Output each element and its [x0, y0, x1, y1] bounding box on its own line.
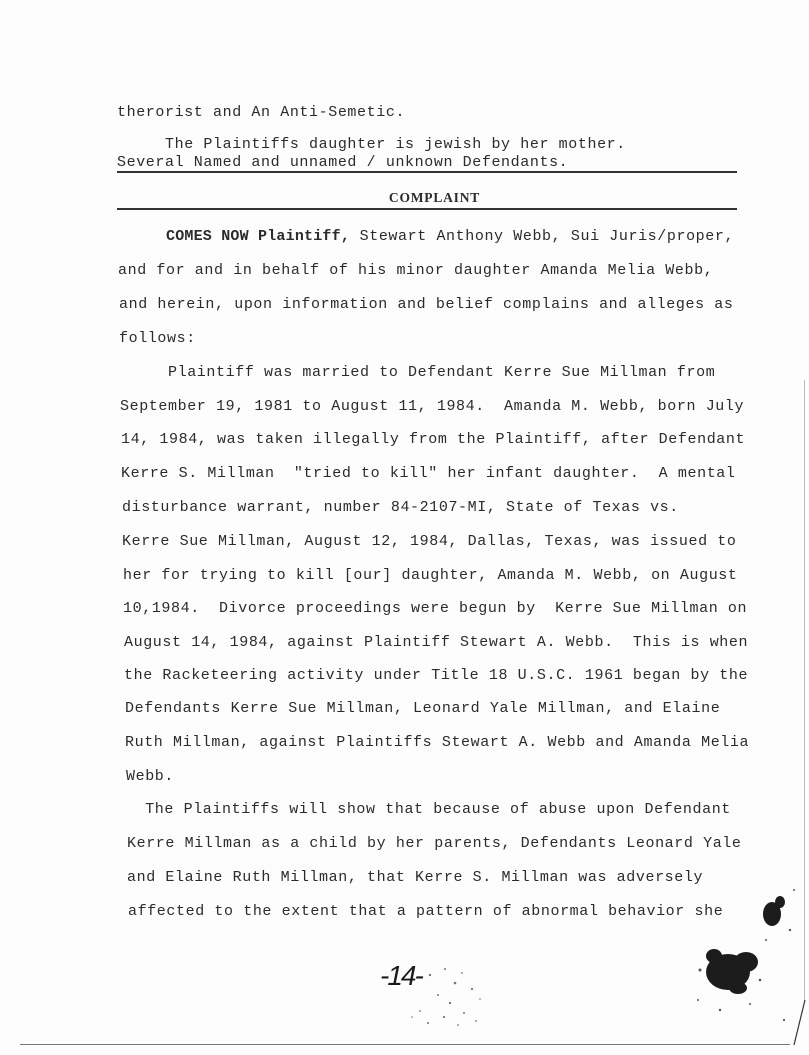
- p1-line-10: the Racketeering activity under Title 18 U.S.C. 1961 began by the: [124, 667, 749, 684]
- p1-line-5: disturbance warrant, number 84-2107-MI, State of Texas vs.: [122, 499, 679, 516]
- p1-line-6: Kerre Sue Millman, August 12, 1984, Dallas, Texas, was issued to: [122, 533, 737, 550]
- p2-line-4: affected to the extent that a pattern of abnormal behavior she: [128, 903, 724, 920]
- bottom-edge-rule: [20, 1044, 790, 1045]
- header-line-3: Several Named and unnamed / unknown Defendants.: [117, 154, 569, 171]
- p1-line-12: Ruth Millman, against Plaintiffs Stewart A. Webb and Amanda Melia: [125, 734, 750, 751]
- p1-line-7: her for trying to kill [our] daughter, Amanda M. Webb, on August: [123, 567, 738, 584]
- intro-line-1: [166, 228, 734, 246]
- p1-line-9: August 14, 1984, against Plaintiff Stewart A. Webb. This is when: [124, 634, 749, 651]
- p2-line-2: Kerre Millman as a child by her parents, Defendants Leonard Yale: [127, 835, 742, 852]
- scan-blot-right: [680, 880, 809, 1050]
- p2-line-1: The Plaintiffs will show that because of abuse upon Defendant: [126, 801, 731, 818]
- intro-rest: Stewart Anthony Webb, Sui Juris/proper,: [350, 228, 735, 245]
- page-number: -14-: [380, 960, 422, 991]
- p1-line-8: 10,1984. Divorce proceedings were begun by Kerre Sue Millman on: [123, 600, 748, 617]
- header-line-1: therorist and An Anti-Semetic.: [117, 104, 406, 121]
- intro-line-4: follows:: [119, 330, 196, 347]
- intro-lead: COMES NOW Plaintiff,: [166, 228, 351, 245]
- top-rule: [117, 171, 737, 173]
- p1-line-1: Plaintiff was married to Defendant Kerre Sue Millman from: [120, 364, 716, 381]
- heading-rule: [117, 208, 737, 210]
- p1-line-13: Webb.: [126, 768, 175, 785]
- scan-speckle-center: [400, 955, 500, 1035]
- intro-line-2: and for and in behalf of his minor daughter Amanda Melia Webb,: [118, 262, 714, 279]
- intro-line-3: and herein, upon information and belief complains and alleges as: [119, 296, 734, 313]
- header-line-2: The Plaintiffs daughter is jewish by her mother.: [117, 136, 626, 153]
- right-edge-mark: [804, 380, 805, 1000]
- complaint-heading: COMPLAINT: [388, 190, 481, 205]
- p1-line-11: Defendants Kerre Sue Millman, Leonard Yale Millman, and Elaine: [125, 700, 721, 717]
- p1-line-4: Kerre S. Millman "tried to kill" her infant daughter. A mental: [121, 465, 736, 482]
- p2-line-3: and Elaine Ruth Millman, that Kerre S. Millman was adversely: [127, 869, 704, 886]
- p1-line-3: 14, 1984, was taken illegally from the Plaintiff, after Defendant: [121, 431, 746, 448]
- p1-line-2: September 19, 1981 to August 11, 1984. Amanda M. Webb, born July: [120, 398, 745, 415]
